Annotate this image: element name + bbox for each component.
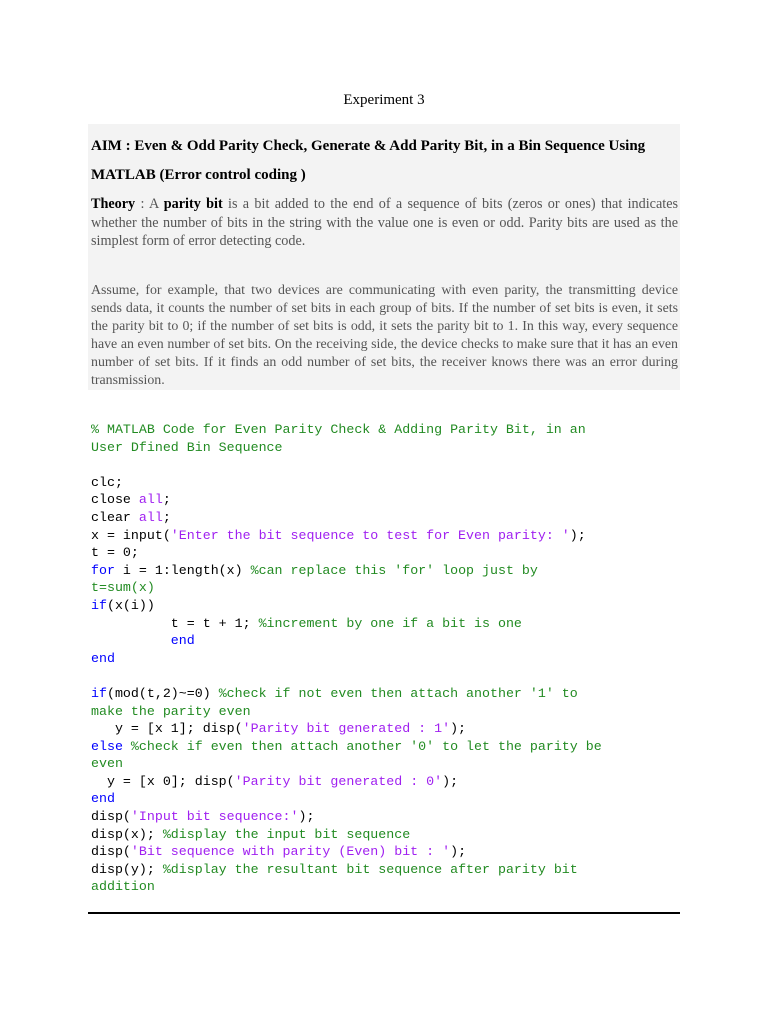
theory-label: Theory — [91, 196, 136, 212]
code-line — [91, 632, 681, 650]
horizontal-rule — [88, 912, 680, 914]
code-line — [91, 667, 681, 685]
code-comment-token: %display the input bit sequence — [162, 826, 411, 842]
code-comment-token: even — [91, 756, 123, 772]
code-token: x = input( — [91, 527, 171, 543]
code-token: disp(y); — [91, 861, 163, 877]
code-line — [91, 456, 681, 474]
code-line — [91, 790, 681, 808]
code-line — [91, 755, 681, 773]
code-token: ); — [450, 844, 467, 860]
code-token: disp(x); — [91, 826, 163, 842]
code-line — [91, 544, 681, 562]
code-comment-token: %check if even then attach another '0' to let the parity be — [130, 738, 602, 754]
code-line — [91, 527, 681, 545]
theory-text: is a bit added to the end of a sequence of bits (zeros or ones) that indicates whether the number of bits in the string with the value one is even or odd. Parity bits are used as the simplest form of error detecting code. — [91, 196, 679, 250]
code-token: clc; — [91, 474, 123, 490]
code-keyword-token: else — [91, 738, 123, 754]
code-line — [91, 509, 681, 527]
code-line — [91, 579, 681, 597]
code-line — [91, 843, 681, 861]
code-string-token: 'Input bit sequence:' — [130, 809, 299, 825]
code-line — [91, 826, 681, 844]
code-token: (mod(t,2)~=0) — [106, 685, 219, 701]
code-line — [91, 562, 681, 580]
code-comment-token: % MATLAB Code for Even Parity Check & Adding Parity Bit, in an — [91, 422, 586, 437]
code-comment-token: %increment by one if a bit is one — [258, 615, 522, 631]
code-string-token: 'Parity bit generated : 1' — [242, 721, 451, 737]
code-comment-token: %check if not even then attach another '1' to — [218, 685, 578, 701]
code-line — [91, 685, 681, 703]
code-line — [91, 474, 681, 492]
code-token: disp( — [91, 809, 131, 825]
code-token: ); — [442, 773, 459, 789]
code-comment-token: t=sum(x) — [91, 580, 155, 596]
code-keyword-token: for — [91, 562, 115, 578]
code-token: disp( — [91, 844, 131, 860]
code-token: t = 0; — [91, 545, 139, 561]
code-token: ; — [162, 492, 171, 508]
code-keyword-token: end — [91, 791, 115, 807]
code-line — [91, 738, 681, 756]
code-token — [91, 633, 171, 648]
code-comment-token: addition — [91, 879, 155, 895]
code-line — [91, 421, 681, 439]
aim-text-line-1: Even & Odd Parity Check, Generate & Add Parity Bit, in a Bin Sequence Using — [134, 138, 646, 154]
aim-line-1 — [91, 132, 671, 161]
code-line — [91, 703, 681, 721]
code-line — [91, 861, 681, 879]
aim-heading — [91, 132, 671, 190]
theory-pre: : A — [135, 196, 164, 212]
code-string-token: 'Parity bit generated : 0' — [234, 773, 443, 789]
code-token — [123, 739, 131, 754]
matlab-code-block — [91, 421, 681, 896]
code-line — [91, 439, 681, 457]
code-line — [91, 773, 681, 791]
code-token: i = 1:length(x) — [114, 562, 251, 578]
code-comment-token: make the parity even — [91, 703, 251, 719]
code-line — [91, 491, 681, 509]
code-token: clear — [91, 509, 139, 525]
code-token: ; — [162, 509, 171, 525]
experiment-title: Experiment 3 — [343, 92, 425, 108]
code-string-token: 'Bit sequence with parity (Even) bit : ' — [130, 844, 451, 860]
code-token: y = [x 1]; disp( — [91, 721, 243, 737]
code-string-token: all — [138, 509, 163, 525]
code-keyword-token: end — [170, 633, 195, 649]
code-comment-token: User Dfined Bin Sequence — [91, 439, 283, 455]
code-token: close — [91, 492, 139, 508]
code-comment-token: %can replace this 'for' loop just by — [250, 562, 538, 578]
code-string-token: 'Enter the bit sequence to test for Even parity: ' — [170, 527, 570, 543]
assume-paragraph: Assume, for example, that two devices are communicating with even parity, the transmitting device sends data, it counts the number of set bits in each group of bits. If the number of set bits is even, it sets the parity bit to 0; if the number of set bits is odd, it sets the parity bit to 1. In this way, every sequence have an even number of set bits. On the receiving side, the device checks to make sure that it has an even number of set bits. If it finds an odd number of set bits, the receiver knows there was an error during transmission. — [91, 283, 678, 388]
code-token: t = t + 1; — [91, 615, 259, 631]
code-string-token: all — [138, 492, 163, 508]
code-line — [91, 597, 681, 615]
code-keyword-token: if — [91, 597, 107, 613]
code-comment-token: %display the resultant bit sequence after parity bit — [162, 861, 578, 877]
code-keyword-token: if — [91, 685, 107, 701]
code-line — [91, 720, 681, 738]
theory-term: parity bit — [163, 196, 223, 212]
aim-label: AIM : — [91, 138, 131, 154]
aim-text-line-2: MATLAB (Error control coding ) — [91, 167, 306, 183]
code-line — [91, 878, 681, 896]
code-token: ); — [569, 527, 586, 543]
code-line — [91, 808, 681, 826]
code-token: y = [x 0]; disp( — [91, 773, 235, 789]
code-line — [91, 650, 681, 668]
code-token: (x(i)) — [106, 597, 155, 613]
code-token: ); — [450, 721, 467, 737]
code-token: ); — [298, 809, 315, 825]
code-keyword-token: end — [91, 650, 115, 666]
code-line — [91, 615, 681, 633]
theory-paragraph — [91, 195, 678, 251]
